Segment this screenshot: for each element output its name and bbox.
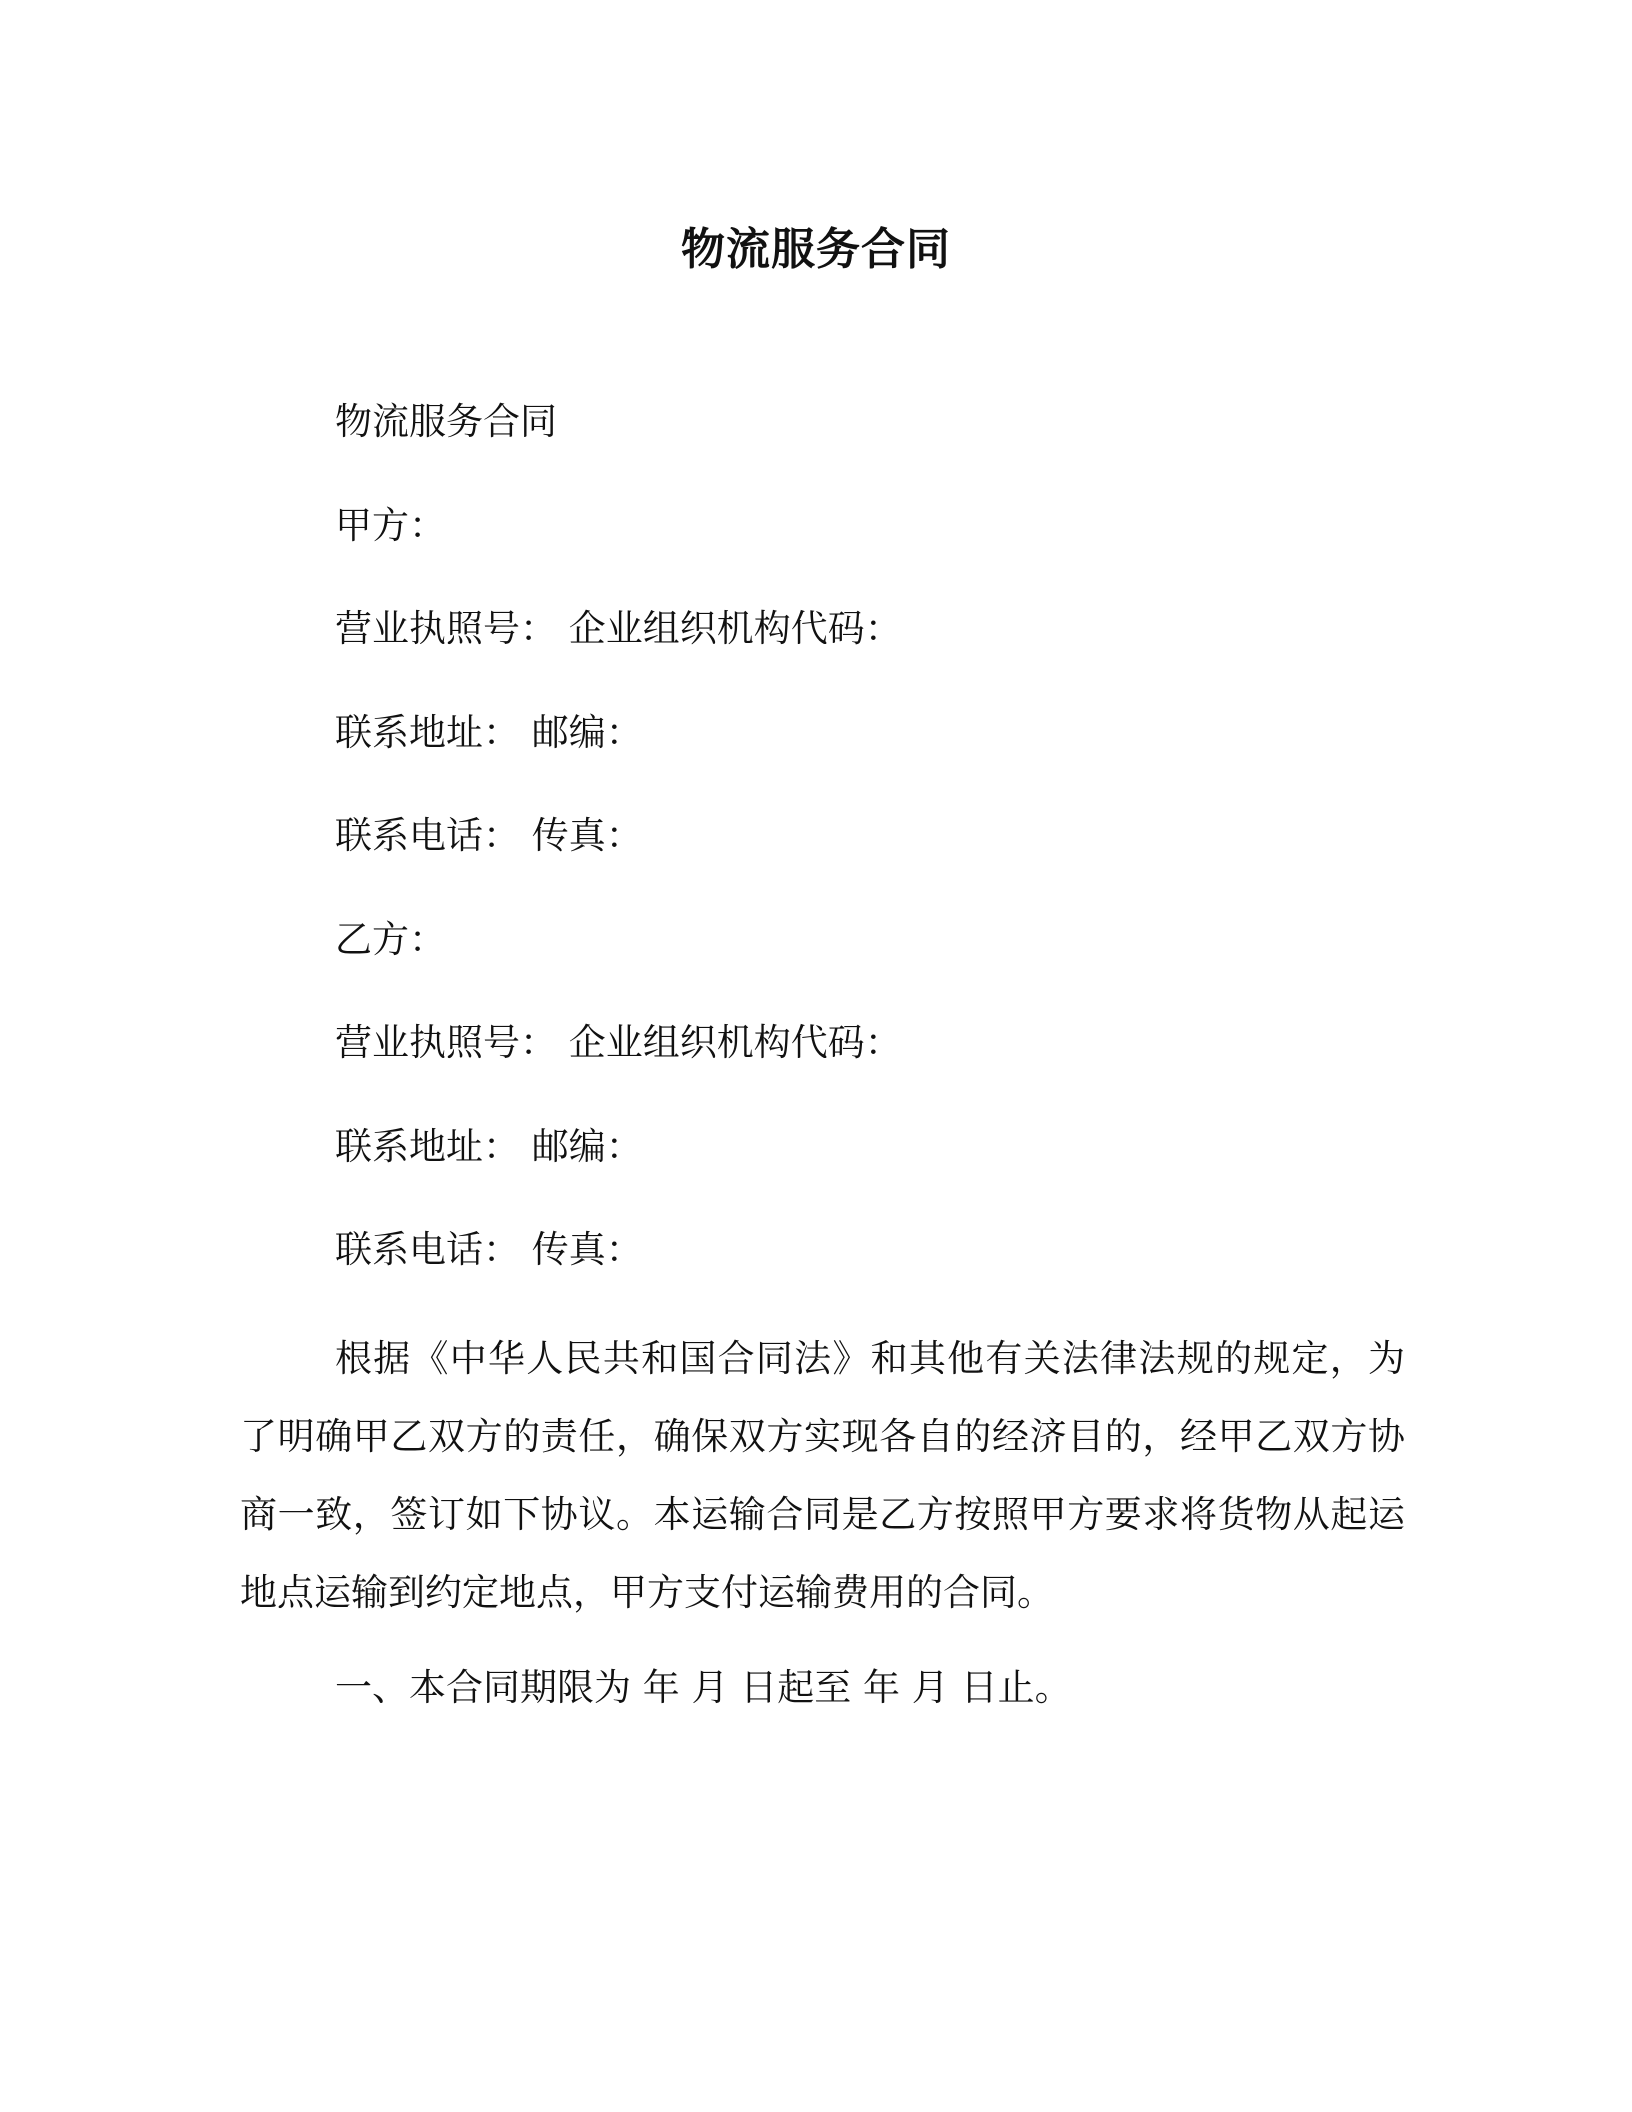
clause-1: 一、本合同期限为 年 月 日起至 年 月 日止。 xyxy=(335,1666,1072,1709)
party-a-label: 甲方： xyxy=(335,504,446,547)
party-a-phone-line: 联系电话： 传真： xyxy=(335,814,643,857)
party-b-license-line: 营业执照号： 企业组织机构代码： xyxy=(335,1021,902,1064)
party-a-license-line: 营业执照号： 企业组织机构代码： xyxy=(335,607,902,650)
party-b-address-line: 联系地址： 邮编： xyxy=(335,1125,643,1168)
party-b-label: 乙方： xyxy=(335,918,446,961)
document-subtitle: 物流服务合同 xyxy=(335,400,557,443)
preamble-paragraph: 根据《中华人民共和国合同法》和其他有关法律法规的规定，为了明确甲乙双方的责任，确保双方实现各自的经济目的，经甲乙双方协商一致，签订如下协议。本运输合同是乙方按照甲方要求将货物从起运地点运输到约定地点，甲方支付运输费用的合同。 xyxy=(240,1337,1405,1614)
document-title: 物流服务合同 xyxy=(681,224,951,275)
party-b-phone-line: 联系电话： 传真： xyxy=(335,1228,643,1271)
party-a-address-line: 联系地址： 邮编： xyxy=(335,711,643,754)
